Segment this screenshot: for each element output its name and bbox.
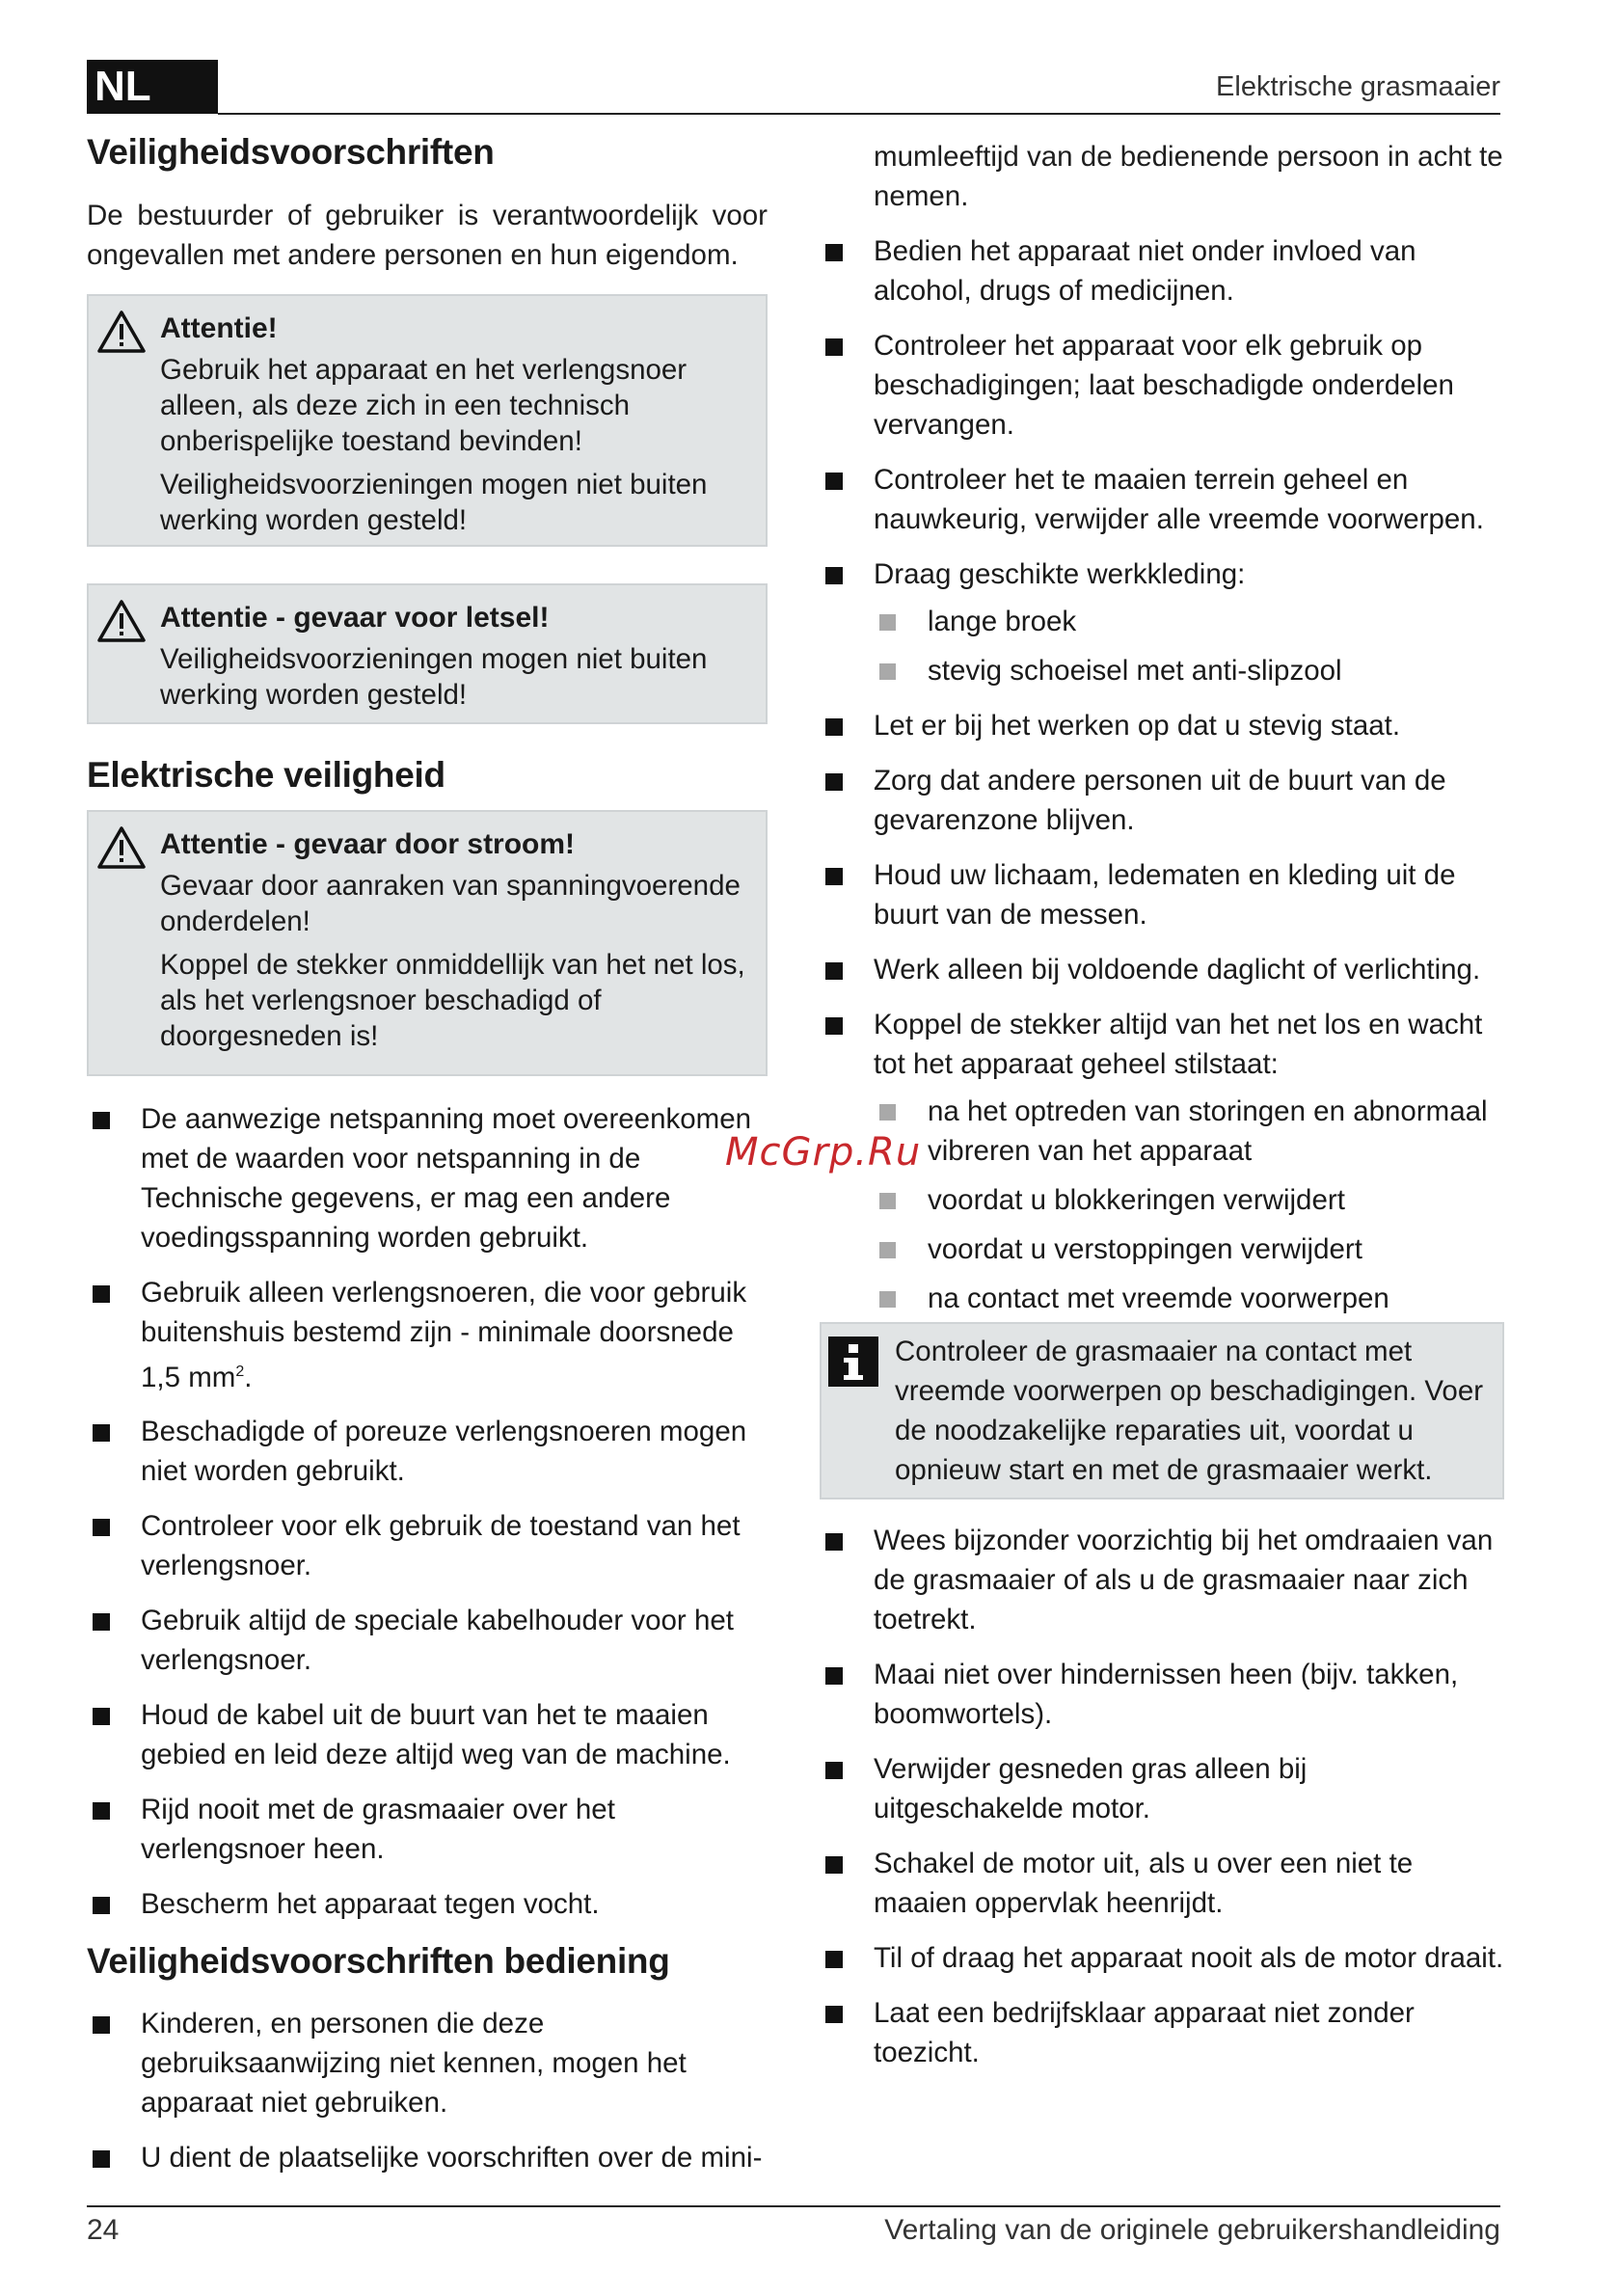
square-bullet (825, 868, 843, 885)
square-bullet (825, 473, 843, 490)
list-item: De aanwezige netspanning moet overeenkomen met de waarden voor netspanning in de Technische gegevens, er mag een andere voedingsspanning worden gebruikt. (87, 1099, 768, 1257)
square-bullet (825, 1667, 843, 1685)
callout-text: Veiligheidsvoorzieningen mogen niet buiten werking worden gesteld! (160, 469, 708, 537)
grey-square-bullet (879, 614, 896, 631)
footer-rule (87, 2205, 1500, 2207)
section-heading-operation: Veiligheidsvoorschriften bediening (87, 1941, 670, 1982)
list-item: Gebruik altijd de speciale kabelhouder voor het verlengsnoer. (87, 1601, 768, 1680)
warning-callout-electric (87, 810, 768, 1076)
list-item: U dient de plaatselijke voorschriften over de mini- (87, 2138, 768, 2177)
list-item: Rijd nooit met de grasmaaier over het verlengsnoer heen. (87, 1790, 768, 1869)
square-bullet (825, 1762, 843, 1779)
footer-text: Vertaling van de originele gebruikershandleiding (884, 2214, 1500, 2246)
list-item: Laat een bedrijfsklaar apparaat niet zonder toezicht. (820, 1993, 1504, 2072)
callout-title: Attentie - gevaar voor letsel! (160, 602, 550, 635)
square-bullet (93, 1112, 110, 1129)
callout-text: Veiligheidsvoorzieningen mogen niet buiten werking worden gesteld! (160, 643, 708, 712)
electrical-safety-list (87, 1099, 768, 1925)
list-item: Gebruik alleen verlengsnoeren, die voor gebruik buitenshuis bestemd zijn - minimale doorsnede 1,5 $mm^2$. (87, 1273, 768, 1397)
list-item: Houd de kabel uit de buurt van het te maaien gebied en leid deze altijd weg van de machine. (87, 1695, 768, 1774)
square-bullet (825, 962, 843, 980)
square-bullet (825, 567, 843, 584)
list-item: Let er bij het werken op dat u stevig staat. (820, 706, 1504, 745)
section-heading-safety: Veiligheidsvoorschriften (87, 132, 495, 172)
square-bullet (93, 1708, 110, 1725)
list-item: Houd uw lichaam, ledematen en kleding uit de buurt van de messen. (820, 855, 1504, 934)
operation-list-continued (820, 231, 1504, 1318)
square-bullet (825, 1856, 843, 1874)
square-bullet (825, 244, 843, 261)
square-bullet (93, 2150, 110, 2168)
warning-callout-attention (87, 294, 768, 547)
section-heading-electrical: Elektrische veiligheid (87, 755, 445, 796)
square-bullet (825, 2006, 843, 2023)
square-bullet (93, 1424, 110, 1442)
page-number: 24 (87, 2214, 120, 2246)
callout-title: Attentie - gevaar door stroom! (160, 827, 576, 860)
unplug-cases-sublist (874, 1092, 1504, 1318)
square-bullet (825, 338, 843, 356)
info-icon (827, 1336, 879, 1388)
list-item: Wees bijzonder voorzichtig bij het omdraaien van de grasmaaier of als u de grasmaaier naar zich toetrekt. (820, 1521, 1504, 1639)
grey-square-bullet (879, 1193, 896, 1209)
list-item: Controleer het te maaien terrein geheel en nauwkeurig, verwijder alle vreemde voorwerpen. (820, 460, 1504, 539)
callout-text: Gevaar door aanraken van spanningvoerende onderdelen! (160, 869, 741, 937)
list-item: Controleer voor elk gebruik de toestand van het verlengsnoer. (87, 1506, 768, 1585)
watermark: McGrp.Ru (725, 1130, 922, 1175)
list-item: Bedien het apparaat niet onder invloed van alcohol, drugs of medicijnen. (820, 231, 1504, 311)
square-bullet (93, 2016, 110, 2034)
sublist-item: voordat u blokkeringen verwijdert (874, 1180, 1504, 1220)
square-bullet (825, 1533, 843, 1551)
left-column (87, 130, 768, 2193)
square-bullet (825, 1017, 843, 1035)
square-bullet (93, 1897, 110, 1914)
list-item: Controleer het apparaat voor elk gebruik op beschadigingen; laat beschadigde onderdelen vervangen. (820, 326, 1504, 445)
warning-triangle-icon (96, 599, 147, 643)
callout-title: Attentie! (160, 312, 278, 345)
operation-safety-list (87, 2004, 768, 2177)
clothing-sublist (874, 602, 1504, 690)
list-item: Beschadigde of poreuze verlengsnoeren mogen niet worden gebruikt. (87, 1412, 768, 1491)
list-item: Verwijder gesneden gras alleen bij uitgeschakelde motor. (820, 1749, 1504, 1828)
grey-square-bullet (879, 1291, 896, 1308)
grey-square-bullet (879, 663, 896, 680)
warning-callout-injury (87, 583, 768, 724)
square-bullet (825, 718, 843, 736)
square-bullet (93, 1519, 110, 1536)
warning-triangle-icon (96, 825, 147, 870)
sublist-item: stevig schoeisel met anti-slipzool (874, 651, 1504, 690)
header-title: Elektrische grasmaaier (1216, 71, 1500, 102)
list-item: Kinderen, en personen die deze gebruiksaanwijzing niet kennen, mogen het apparaat niet gebruiken. (87, 2004, 768, 2122)
square-bullet (93, 1802, 110, 1820)
safety-intro: De bestuurder of gebruiker is verantwoordelijk voor ongevallen met andere personen en hun eigendom. (87, 200, 768, 272)
sublist-item: na contact met vreemde voorwerpen (874, 1279, 1504, 1318)
header-rule (218, 113, 1500, 115)
sublist-item: voordat u verstoppingen verwijdert (874, 1229, 1504, 1269)
callout-text: Koppel de stekker onmiddellijk van het net los, als het verlengsnoer beschadigd of doorgesneden is! (160, 948, 745, 1052)
sublist-item: na het optreden van storingen en abnormaal vibreren van het apparaat (874, 1092, 1504, 1171)
square-bullet (93, 1285, 110, 1303)
operation-list-final (820, 1521, 1504, 2072)
list-item: Bescherm het apparaat tegen vocht. (87, 1884, 768, 1924)
grey-square-bullet (879, 1104, 896, 1121)
square-bullet (825, 1951, 843, 1968)
language-badge: NL (87, 60, 218, 114)
square-bullet (93, 1613, 110, 1631)
list-item: Schakel de motor uit, als u over een niet te maaien oppervlak heenrijdt. (820, 1844, 1504, 1923)
info-callout (820, 1322, 1504, 1499)
continued-text: mumleeftijd van de bedienende persoon in acht te nemen. (874, 141, 1503, 212)
list-item: Koppel de stekker altijd van het net los en wacht tot het apparaat geheel stilstaat: na het optreden van storingen en abnormaal vibreren van het apparaat voordat u blokkeringen verwijdert voordat u verstoppingen verwijdert na contact met vreemde voorwerpen (820, 1005, 1504, 1318)
list-item: Werk alleen bij voldoende daglicht of verlichting. (820, 950, 1504, 989)
square-bullet (825, 773, 843, 791)
list-item: Draag geschikte werkkleding: lange broek stevig schoeisel met anti-slipzool (820, 554, 1504, 690)
grey-square-bullet (879, 1242, 896, 1258)
list-item: Zorg dat andere personen uit de buurt van de gevarenzone blijven. (820, 761, 1504, 840)
list-item: Til of draag het apparaat nooit als de motor draait. (820, 1938, 1504, 1978)
warning-triangle-icon (96, 310, 147, 354)
info-text: Controleer de grasmaaier na contact met vreemde voorwerpen op beschadigingen. Voer de noodzakelijke reparaties uit, voordat u opnieuw start en met de grasmaaier werkt. (895, 1336, 1484, 1486)
sublist-item: lange broek (874, 602, 1504, 641)
list-item: Maai niet over hindernissen heen (bijv. takken, boomwortels). (820, 1655, 1504, 1734)
callout-text: Gebruik het apparaat en het verlengsnoer alleen, als deze zich in een technisch onberispelijke toestand bevinden! (160, 354, 688, 458)
right-column (820, 137, 1504, 2088)
